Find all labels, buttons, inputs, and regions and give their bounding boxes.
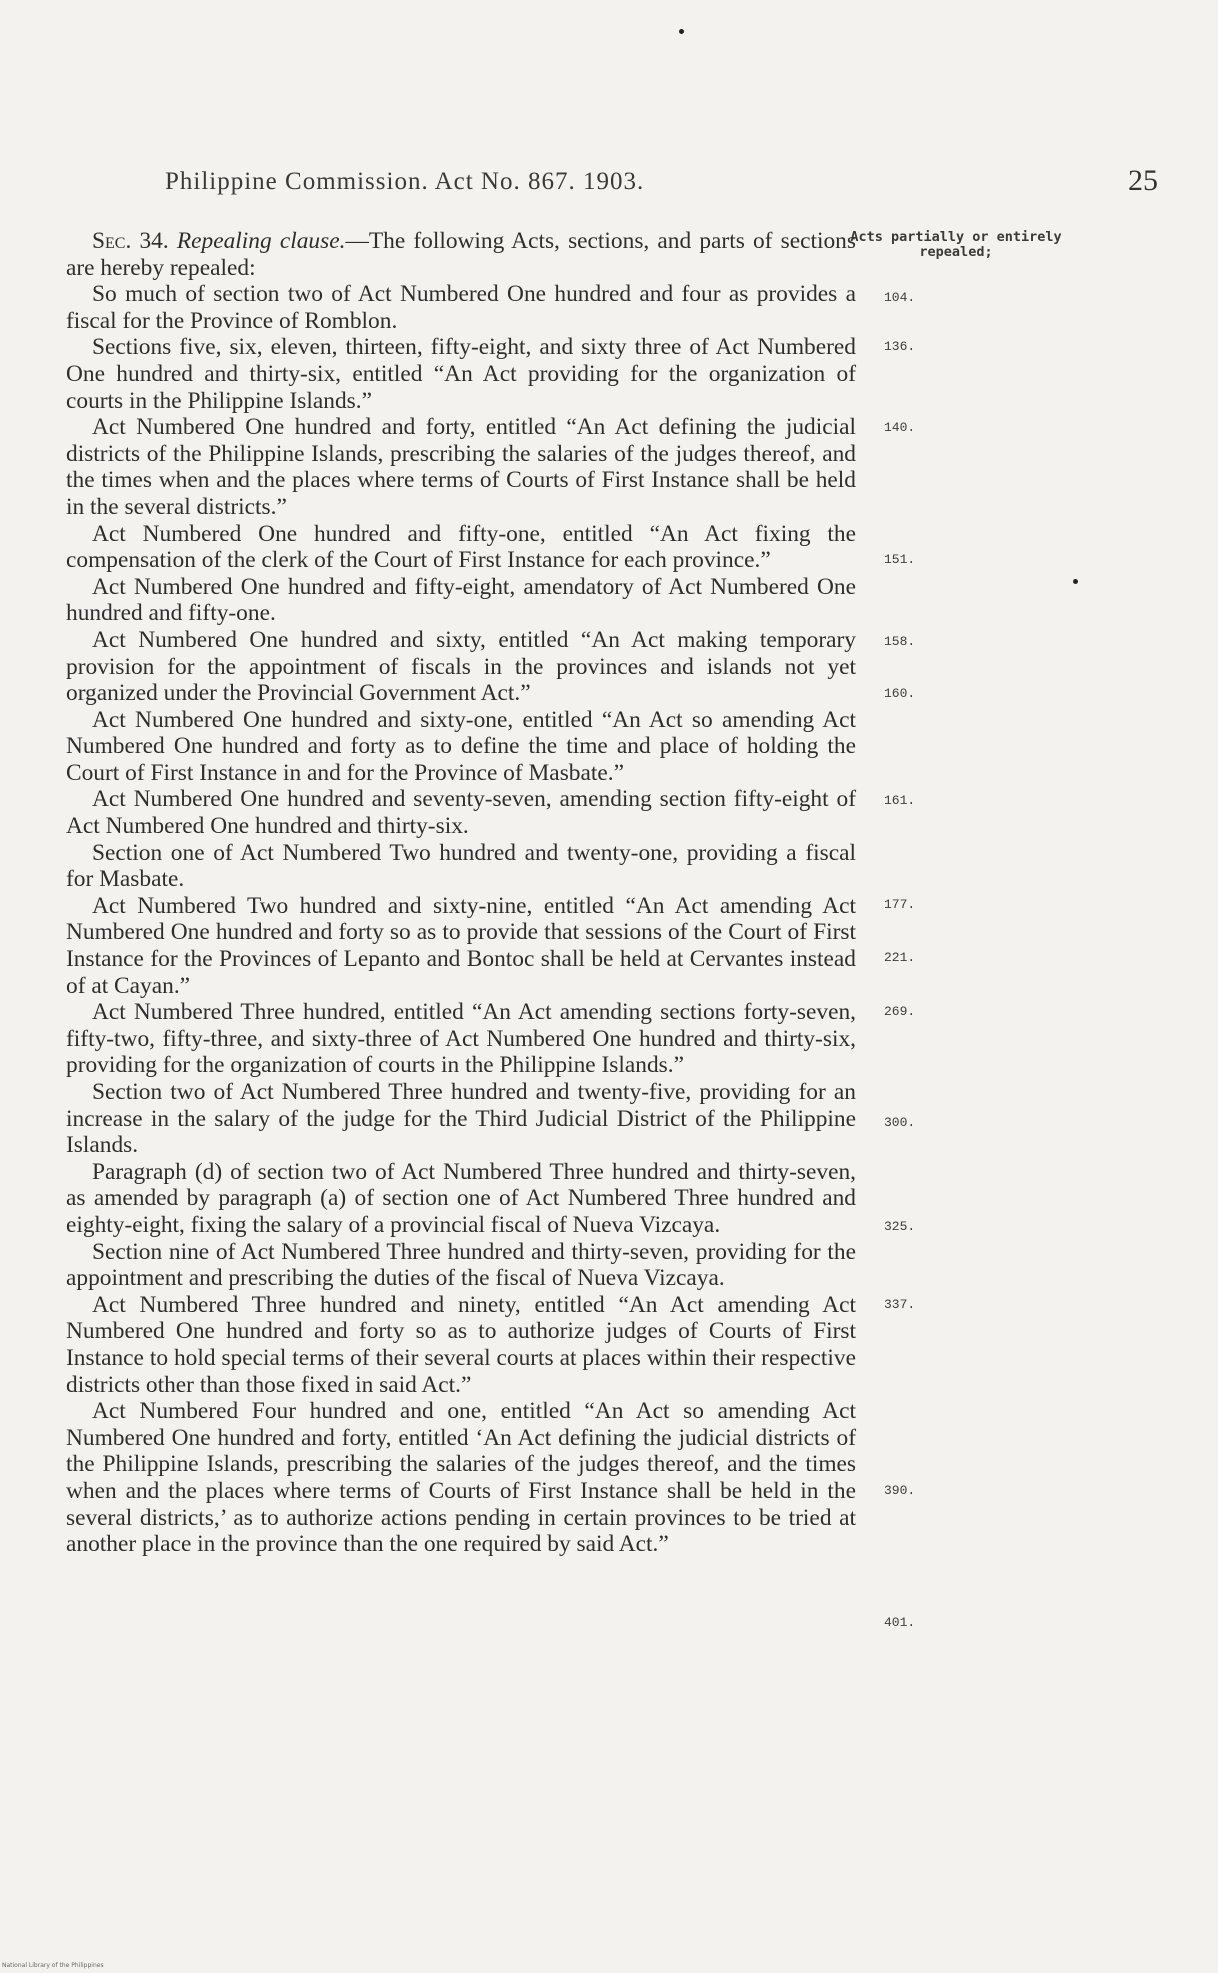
margin-note: 325. xyxy=(884,1219,916,1234)
repeal-paragraph: Act Numbered One hundred and fifty-eight, amendatory of Act Numbered One hundred and fifty-one. xyxy=(66,573,856,627)
repeal-paragraph: Act Numbered One hundred and sixty-one, entitled “An Act so amending Act Numbered One hundred and forty as to define the time and place of holding the Court of First Instance in and for the Province of Masbate.” xyxy=(66,706,856,786)
repeal-paragraph: So much of section two of Act Numbered One hundred and four as provides a fiscal for the Province of Romblon. xyxy=(66,281,856,334)
margin-note: 221. xyxy=(884,950,916,965)
repeal-paragraph: Act Numbered One hundred and forty, entitled “An Act defining the judicial districts of the Philippine Islands, prescribing the salaries of the judges thereof, and the times when and the places where terms of Courts of First Instance shall be held in the several districts.” xyxy=(66,414,856,520)
repeal-paragraph: Section two of Act Numbered Three hundred and twenty-five, providing for an increase in the salary of the judge for the Third Judicial District of the Philippine Islands. xyxy=(66,1079,856,1159)
footer-credit: National Library of the Philippines xyxy=(2,1962,104,1969)
margin-note: 140. xyxy=(884,420,916,435)
page-number: 25 xyxy=(1128,164,1158,197)
margin-note: 337. xyxy=(884,1297,916,1312)
section-title: Repealing clause. xyxy=(176,228,346,254)
running-head: Philippine Commission. Act No. 867. 1903. xyxy=(165,168,645,195)
margin-note: 269. xyxy=(884,1004,916,1019)
margin-note: 158. xyxy=(884,634,916,649)
margin-note: 104. xyxy=(884,290,916,305)
section-intro-text: —The following Acts, sections, and parts of sections are hereby repealed: xyxy=(66,228,856,281)
section-intro xyxy=(66,228,856,281)
repeal-paragraph: Sections five, six, eleven, thirteen, fifty-eight, and sixty three of Act Numbered One hundred and thirty-six, entitled “An Act providing for the organization of courts in the Philippine Islands.” xyxy=(66,334,856,414)
repeal-paragraph: Section nine of Act Numbered Three hundred and thirty-seven, providing for the appointment and prescribing the duties of the fiscal of Nueva Vizcaya. xyxy=(66,1238,856,1292)
repeal-paragraph: Act Numbered One hundred and seventy-seven, amending section fifty-eight of Act Numbered One hundred and thirty-six. xyxy=(66,786,856,840)
section-number: Sec. 34. xyxy=(92,228,169,254)
margin-note: 136. xyxy=(884,339,916,354)
repeal-paragraph: Section one of Act Numbered Two hundred and twenty-one, providing a fiscal for Masbate. xyxy=(66,839,856,893)
margin-note: 161. xyxy=(884,793,916,808)
speck-mark xyxy=(679,29,684,34)
speck-mark xyxy=(1073,579,1078,584)
margin-note: 160. xyxy=(884,686,916,701)
margin-note: 177. xyxy=(884,897,916,912)
repeal-paragraph: Act Numbered One hundred and sixty, entitled “An Act making temporary provision for the appointment of fiscals in the provinces and islands not yet organized under the Provincial Government Act.” xyxy=(66,626,856,707)
repeal-paragraph: Act Numbered Two hundred and sixty-nine, entitled “An Act amending Act Numbered One hundred and forty so as to provide that sessions of the Court of First Instance for the Provinces of Lepanto and Bontoc shall be held at Cervantes instead of at Cayan.” xyxy=(66,892,856,999)
body-text xyxy=(66,228,856,1558)
repeal-paragraph: Act Numbered Three hundred, entitled “An Act amending sections forty-seven, fifty-two, fifty-three, and sixty-three of Act Numbered One hundred and thirty-six, providing for the organization of courts in the Philippine Islands.” xyxy=(66,999,856,1079)
repeal-paragraph: Paragraph (d) of section two of Act Numbered Three hundred and thirty-seven, as amended by paragraph (a) of section one of Act Numbered Three hundred and eighty-eight, fixing the salary of a provincial fiscal of Nueva Vizcaya. xyxy=(66,1158,856,1238)
margin-note: 151. xyxy=(884,552,916,567)
repeal-paragraph: Act Numbered Three hundred and ninety, entitled “An Act amending Act Numbered One hundred and forty so as to authorize judges of Courts of First Instance to hold special terms of their several courts at places within their respective districts other than those fixed in said Act.” xyxy=(66,1291,856,1398)
repeal-paragraph: Act Numbered One hundred and fifty-one, entitled “An Act fixing the compensation of the clerk of the Court of First Instance for each province.” xyxy=(66,520,856,574)
margin-note: 390. xyxy=(884,1483,916,1498)
repeal-paragraph: Act Numbered Four hundred and one, entitled “An Act so amending Act Numbered One hundred and forty, entitled ‘An Act defining the judicial districts of the Philippine Islands, prescribing the salaries of the judges thereof, and the times when and the places where terms of Courts of First Instance shall be held in the several districts,’ as to authorize actions pending in certain provinces to be tried at another place in the province than the one required by said Act.” xyxy=(66,1398,856,1558)
margin-note: 401. xyxy=(884,1615,916,1630)
margin-heading: Acts partially or entirely repealed; xyxy=(850,229,1062,260)
margin-note: 300. xyxy=(884,1115,916,1130)
